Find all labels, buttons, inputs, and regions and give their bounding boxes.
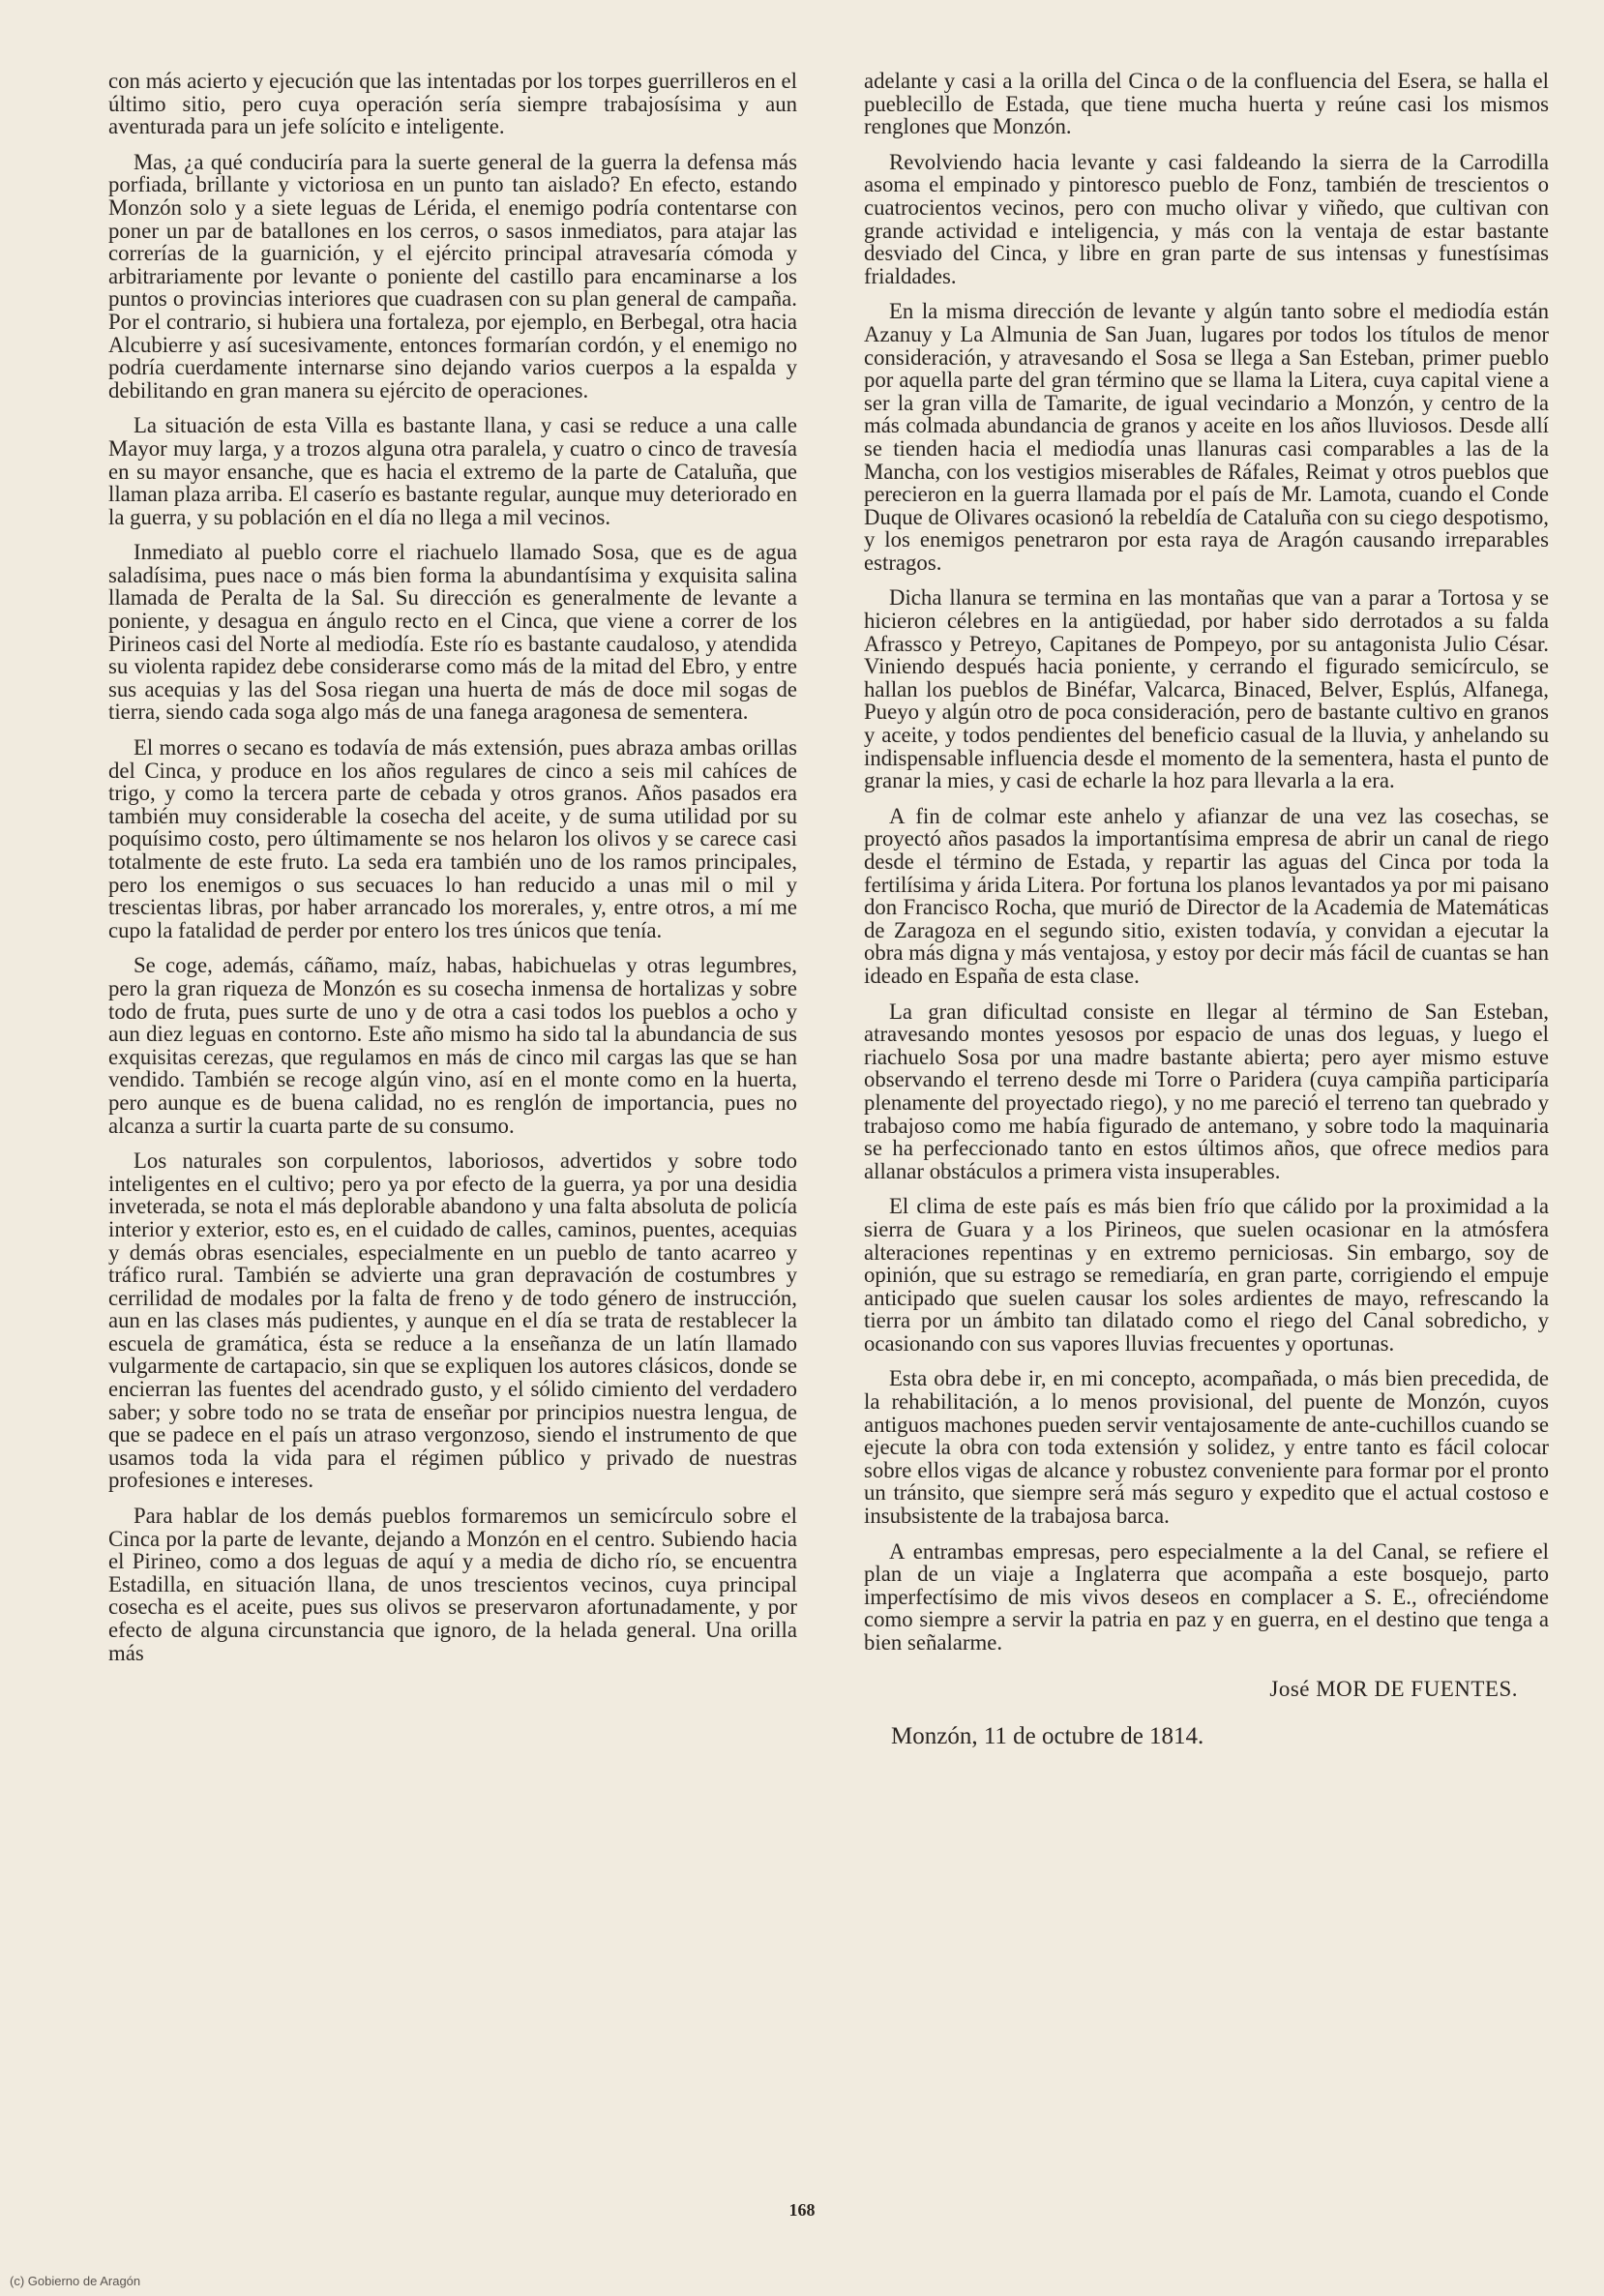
paragraph: Dicha llanura se termina en las montañas que van a parar a Tortosa y se hicieron célebres en la antigüedad, por haber sido derrotados a su falda Afrassco y Petreyo, Capitanes de Pompeyo, por su antagonista Julio César. Viniendo después hacia poniente, y cerrando el figurado semicírculo, se hallan los pueblos de Binéfar, Valcarca, Binaced, Belver, Esplús, Alfanega, Pueyo y algún otro de poca consideración, pero de bastante cultivo en granos y aceite, y todos pendientes del beneficio casual de la lluvia, y anhelando su indispensable influencia desde el momento de la sementera, hasta el punto de granar la mies, y casi de echarle la hoz para llevarla a la era. — [864, 585, 1549, 793]
paragraph: Esta obra debe ir, en mi concepto, acompañada, o más bien precedida, de la rehabilitación, a lo menos provisional, del puente de Monzón, cuyos antiguos machones pueden servir ventajosamente de ante-cuchillos cuando se ejecute la obra con toda extensión y solidez, y entre tanto es fácil colocar sobre ellos vigas de alcance y robustez conveniente para formar por el pronto un tránsito, que siempre será más seguro y expedito que el actual costoso e insubsistente de la trabajosa barca. — [864, 1366, 1549, 1529]
paragraph: El clima de este país es más bien frío que cálido por la proximidad a la sierra de Guara y a los Pirineos, que suelen ocasionar en la atmósfera alteraciones repentinas y en extremo perniciosas. Sin embargo, soy de opinión, que su estrago se remediaría, en gran parte, corrigiendo el empuje anticipado que suelen causar los soles ardientes de mayo, refrescando la tierra por un ámbito tan dilatado como el riego del Canal sobredicho, y ocasionando con sus vapores lluvias frecuentes y oportunas. — [864, 1194, 1549, 1356]
author-signature: José MOR DE FUENTES. — [1269, 1676, 1518, 1701]
paragraph: La gran dificultad consiste en llegar al término de San Esteban, atravesando montes yesosos por espacio de unas dos leguas, y luego el riachuelo Sosa por una madre bastante abierta; pero ayer mismo estuve observando el terreno desde mi Torre o Paridera (cuya campiña participaría plenamente del proyectado riego), y no me pareció el terreno tan quebrado y trabajoso como me había figurado de antemano, y sobre todo la maquinaria se ha perfeccionado tanto en estos últimos años, que ofrece medios para allanar obstáculos a primera vista insuperables. — [864, 999, 1549, 1183]
page-number: 168 — [788, 2200, 816, 2220]
paragraph: La situación de esta Villa es bastante llana, y casi se reduce a una calle Mayor muy larga, y a trozos alguna otra paralela, y cuatro o cinco de travesía en su mayor ensanche, que es hacia el extremo de la parte de Cataluña, que llaman plaza arriba. El caserío es bastante regular, aunque muy deteriorado en la guerra, y su población en el día no llega a mil vecinos. — [108, 413, 797, 529]
copyright-notice: (c) Gobierno de Aragón — [10, 2274, 141, 2288]
paragraph: Se coge, además, cáñamo, maíz, habas, habichuelas y otras legumbres, pero la gran riqueza de Monzón es su cosecha inmensa de hortalizas y sobre todo de fruta, pues surte de uno y de otra a casi todos los pueblos a ocho y aun diez leguas en contorno. Este año mismo ha sido tal la abundancia de sus exquisitas cerezas, que regulamos en más de cinco mil cargas las que se han vendido. También se recoge algún vino, así en el monte como en la huerta, pero aunque es de buena calidad, no es renglón de importancia, pues no alcanza a surtir la cuarta parte de su consumo. — [108, 953, 797, 1138]
paragraph: Inmediato al pueblo corre el riachuelo llamado Sosa, que es de agua saladísima, pues nace o más bien forma la abundantísima y exquisita salina llamada de Peralta de la Sal. Su dirección es generalmente de levante a poniente, y desagua en ángulo recto en el Cinca, que viene a correr de los Pirineos casi del Norte al mediodía. Este río es bastante caudaloso, y atendida su violenta rapidez debe considerarse como más de la mitad del Ebro, y entre sus acequias y las del Sosa riegan una huerta de más de doce mil sogas de tierra, siendo cada soga algo más de una fanega aragonesa de sementera. — [108, 540, 797, 725]
date-line: Monzón, 11 de octubre de 1814. — [891, 1723, 1204, 1750]
paragraph: Revolviendo hacia levante y casi faldeando la sierra de la Carrodilla asoma el empinado y pintoresco pueblo de Fonz, también de trescientos o cuatrocientos vecinos, pero con mucho olivar y viñedo, que cultivan con grande actividad e inteligencia, y más con la ventaja de estar bastante desviado del Cinca, y libre en gran parte de sus intensas y funestísimas frialdades. — [864, 149, 1549, 288]
paragraph: Los naturales son corpulentos, laboriosos, advertidos y sobre todo inteligentes en el cultivo; pero ya por efecto de la guerra, ya por una desidia inveterada, se nota el más deplorable abandono y una falta absoluta de policía interior y exterior, esto es, en el cuidado de calles, caminos, puentes, acequias y demás obras esenciales, especialmente en un pueblo de tanto acarreo y tráfico rural. También se advierte una gran depravación de costumbres y cerrilidad de modales por la falta de freno y de todo género de instrucción, aun en las clases más pudientes, y aunque en el día se trata de restablecer la escuela de gramática, ésta se reduce a la enseñanza de un latín llamado vulgarmente de cartapacio, sin que se expliquen los autores clásicos, donde se encierran las fuentes del acendrado gusto, y el sólido cimiento del verdadero saber; y sobre todo no se trata de enseñar por principios nuestra lengua, de que se padece en el país un atraso vergonzoso, siendo el instrumento de que usamos toda la vida para el régimen público y privado de nuestras profesiones e intereses. — [108, 1148, 797, 1493]
paragraph: Mas, ¿a qué conduciría para la suerte general de la guerra la defensa más porfiada, brillante y victoriosa en un punto tan aislado? En efecto, estando Monzón solo y a siete leguas de Lérida, el enemigo podría contentarse con poner un par de batallones en los cerros, o sasos inmediatos, para atajar las correrías de la guarnición, y el ejército principal atravesaría cómoda y arbitrariamente por levante o poniente del castillo para encaminarse a los puntos o provincias interiores que cuadrasen con su plan general de campaña. Por el contrario, si hubiera una fortaleza, por ejemplo, en Berbegal, otra hacia Alcubierre y así sucesivamente, entonces formarían cordón, y el enemigo no podría cuerdamente internarse sino dejando varios cuerpos a la espalda y debilitando en gran manera su ejército de operaciones. — [108, 149, 797, 403]
paragraph: En la misma dirección de levante y algún tanto sobre el mediodía están Azanuy y La Almunia de San Juan, lugares por todos los títulos de menor consideración, y atravesando el Sosa se llega a San Esteban, primer pueblo por aquella parte del gran término que se llama la Litera, cuya capital viene a ser la gran villa de Tamarite, de igual vecindario a Monzón, y centro de la más colmada abundancia de granos y aceite en los años lluviosos. Desde allí se tienden hacia el mediodía unas llanuras casi comparables a las de la Mancha, con los vestigios miserables de Ráfales, Reimat y otros pueblos que perecieron en la guerra llamada por el país de Mr. Lamota, cuando el Conde Duque de Olivares ocasionó la rebeldía de Cataluña con su ciego despotismo, y los enemigos penetraron por esta raya de Aragón causando irreparables estragos. — [864, 299, 1549, 575]
paragraph: adelante y casi a la orilla del Cinca o de la confluencia del Esera, se halla el pueblecillo de Estada, que tiene mucha huerta y reúne casi los mismos renglones que Monzón. — [864, 69, 1549, 139]
paragraph: El morres o secano es todavía de más extensión, pues abraza ambas orillas del Cinca, y produce en los años regulares de cinco a seis mil cahíces de trigo, y como la tercera parte de cebada y otros granos. Años pasados era también muy considerable la cosecha del aceite, y de suma utilidad por su poquísimo costo, pero últimamente se nos helaron los olivos y se carece casi totalmente de este fruto. La seda era también uno de los ramos principales, pero los enemigos o sus secuaces lo han reducido a unas mil o mil y trescientas libras, por haber arrancado los morerales, y, entre otros, a mí me cupo la fatalidad de perder por entero los tres únicos que tenía. — [108, 735, 797, 942]
paragraph: A fin de colmar este anhelo y afianzar de una vez las cosechas, se proyectó años pasados la importantísima empresa de abrir un canal de riego desde el término de Estada, y repartir las aguas del Cinca por toda la fertilísima y árida Litera. Por fortuna los planos levantados ya por mi paisano don Francisco Rocha, que murió de Director de la Academia de Matemáticas de Zaragoza en el segundo sitio, existen todavía, y convidan a ejecutar la obra más digna y más ventajosa, y estoy por decir más fácil de cuantas se han ideado en España de esta clase. — [864, 803, 1549, 988]
paragraph: A entrambas empresas, pero especialmente a la del Canal, se refiere el plan de un viaje a Inglaterra que acompaña a este bosquejo, parto imperfectísimo de mis vivos deseos en complacer a S. E., ofreciéndome como siempre a servir la patria en paz y en guerra, en el destino que tenga a bien señalarme. — [864, 1538, 1549, 1655]
paragraph: Para hablar de los demás pueblos formaremos un semicírculo sobre el Cinca por la parte de levante, dejando a Monzón en el centro. Subiendo hacia el Pirineo, como a dos leguas de aquí y a media de dicho río, se encuentra Estadilla, en situación llana, de unos trescientos vecinos, cuya principal cosecha es el aceite, pues sus olivos se preservaron afortunadamente, y por efecto de alguna circunstancia que ignoro, de la helada general. Una orilla más — [108, 1504, 797, 1665]
right-column — [864, 70, 1549, 1748]
left-column — [108, 70, 797, 1677]
paragraph: con más acierto y ejecución que las intentadas por los torpes guerrilleros en el último sitio, pero cuya operación sería siempre trabajosísima y aun aventurada para un jefe solícito e inteligente. — [108, 69, 797, 139]
